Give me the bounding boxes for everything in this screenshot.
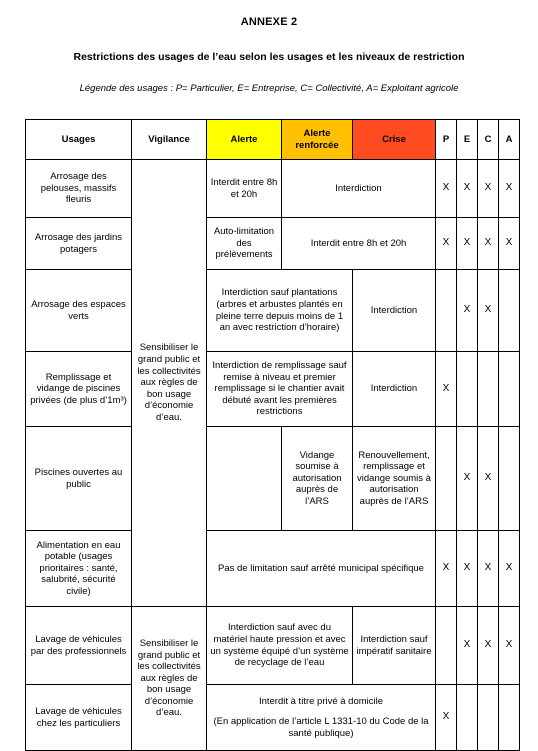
all-levels-text: Interdit à titre privé à domicile: [258, 695, 384, 707]
c-cell: [478, 685, 499, 751]
p-cell: [436, 270, 457, 352]
c-cell: X: [478, 218, 499, 270]
header-a: A: [499, 120, 520, 160]
usage-cell: Piscines ouvertes au public: [26, 427, 132, 531]
p-cell: [436, 427, 457, 531]
e-cell: X: [457, 270, 478, 352]
table-row: [26, 270, 520, 352]
annex-heading: ANNEXE 2: [240, 16, 298, 28]
alerte-renforcee-cell: Interdiction sauf plantations (arbres et arbustes plantés en pleine terre depuis moins de 1 an avec restriction d’horaire): [207, 270, 353, 352]
p-cell: X: [436, 531, 457, 607]
legal-note: (En application de l’article L 1331-10 du Code de la santé publique): [213, 716, 429, 739]
c-cell: X: [478, 160, 499, 218]
usage-cell: Arrosage des pelouses, massifs fleuris: [26, 160, 132, 218]
header-p: P: [436, 120, 457, 160]
a-cell: [499, 270, 520, 352]
crise-cell: Interdiction sauf impératif sanitaire: [353, 607, 436, 685]
p-cell: X: [436, 352, 457, 427]
document-title: Restrictions des usages de l’eau selon les usages et les niveaux de restriction: [73, 51, 465, 63]
vigilance-cell: Sensibiliser le grand public et les collectivités aux règles de bon usage d’économie d’eau.: [132, 160, 207, 607]
header-alerte: Alerte: [207, 120, 282, 160]
p-cell: X: [436, 218, 457, 270]
table-row: [26, 218, 520, 270]
usage-cell: Arrosage des jardins potagers: [26, 218, 132, 270]
p-cell: X: [436, 160, 457, 218]
p-cell: [436, 607, 457, 685]
table-row: [26, 427, 520, 531]
a-cell: X: [499, 218, 520, 270]
header-c: C: [478, 120, 499, 160]
renforcee-crise-cell: Interdit entre 8h et 20h: [282, 218, 436, 270]
all-levels-cell: [207, 685, 436, 751]
header-alerte-renforcee: Alerte renforcée: [282, 120, 353, 160]
c-cell: X: [478, 607, 499, 685]
restrictions-table: [25, 119, 520, 751]
usage-cell: Arrosage des espaces verts: [26, 270, 132, 352]
header-e: E: [457, 120, 478, 160]
a-cell: [499, 352, 520, 427]
e-cell: X: [457, 427, 478, 531]
e-cell: [457, 352, 478, 427]
table-row: [26, 352, 520, 427]
crise-cell: Renouvellement, remplissage et vidange soumis à autorisation auprès de l’ARS: [353, 427, 436, 531]
header-crise: Crise: [353, 120, 436, 160]
c-cell: [478, 352, 499, 427]
a-cell: [499, 685, 520, 751]
alerte-renforcee-cell: Interdiction sauf avec du matériel haute pression et avec un système équipé d’un système de recyclage de l’eau: [207, 607, 353, 685]
a-cell: [499, 427, 520, 531]
a-cell: X: [499, 160, 520, 218]
a-cell: X: [499, 607, 520, 685]
table-row: [26, 160, 520, 218]
renforcee-crise-cell: Interdiction: [282, 160, 436, 218]
e-cell: [457, 685, 478, 751]
c-cell: X: [478, 270, 499, 352]
all-levels-cell: Pas de limitation sauf arrêté municipal spécifique: [207, 531, 436, 607]
header-usages: Usages: [26, 120, 132, 160]
usage-legend: Légende des usages : P= Particulier, E= Entreprise, C= Collectivité, A= Exploitant agricole: [79, 83, 459, 94]
alerte-cell: [207, 427, 282, 531]
usage-cell: Lavage de véhicules par des professionnels: [26, 607, 132, 685]
c-cell: X: [478, 531, 499, 607]
e-cell: X: [457, 607, 478, 685]
c-cell: X: [478, 427, 499, 531]
e-cell: X: [457, 218, 478, 270]
usage-cell: Alimentation en eau potable (usages prioritaires : santé, salubrité, sécurité civile): [26, 531, 132, 607]
alerte-cell: Auto-limitation des prélèvements: [207, 218, 282, 270]
renforcee-cell: Vidange soumise à autorisation auprès de l’ARS: [282, 427, 353, 531]
vigilance-cell: Sensibiliser le grand public et les collectivités aux règles de bon usage d’économie d’eau.: [132, 607, 207, 751]
table-header-row: [26, 120, 520, 160]
alerte-renforcee-cell: Interdiction de remplissage sauf remise à niveau et premier remplissage si le chantier avait débuté avant les premières restrictions: [207, 352, 353, 427]
table-row: [26, 531, 520, 607]
crise-cell: Interdiction: [353, 270, 436, 352]
table-row: [26, 607, 520, 685]
e-cell: X: [457, 160, 478, 218]
usage-cell: Lavage de véhicules chez les particuliers: [26, 685, 132, 751]
p-cell: X: [436, 685, 457, 751]
usage-cell: Remplissage et vidange de piscines privées (de plus d’1m³): [26, 352, 132, 427]
alerte-cell: Interdit entre 8h et 20h: [207, 160, 282, 218]
a-cell: X: [499, 531, 520, 607]
crise-cell: Interdiction: [353, 352, 436, 427]
header-vigilance: Vigilance: [132, 120, 207, 160]
e-cell: X: [457, 531, 478, 607]
table-row: [26, 685, 520, 751]
